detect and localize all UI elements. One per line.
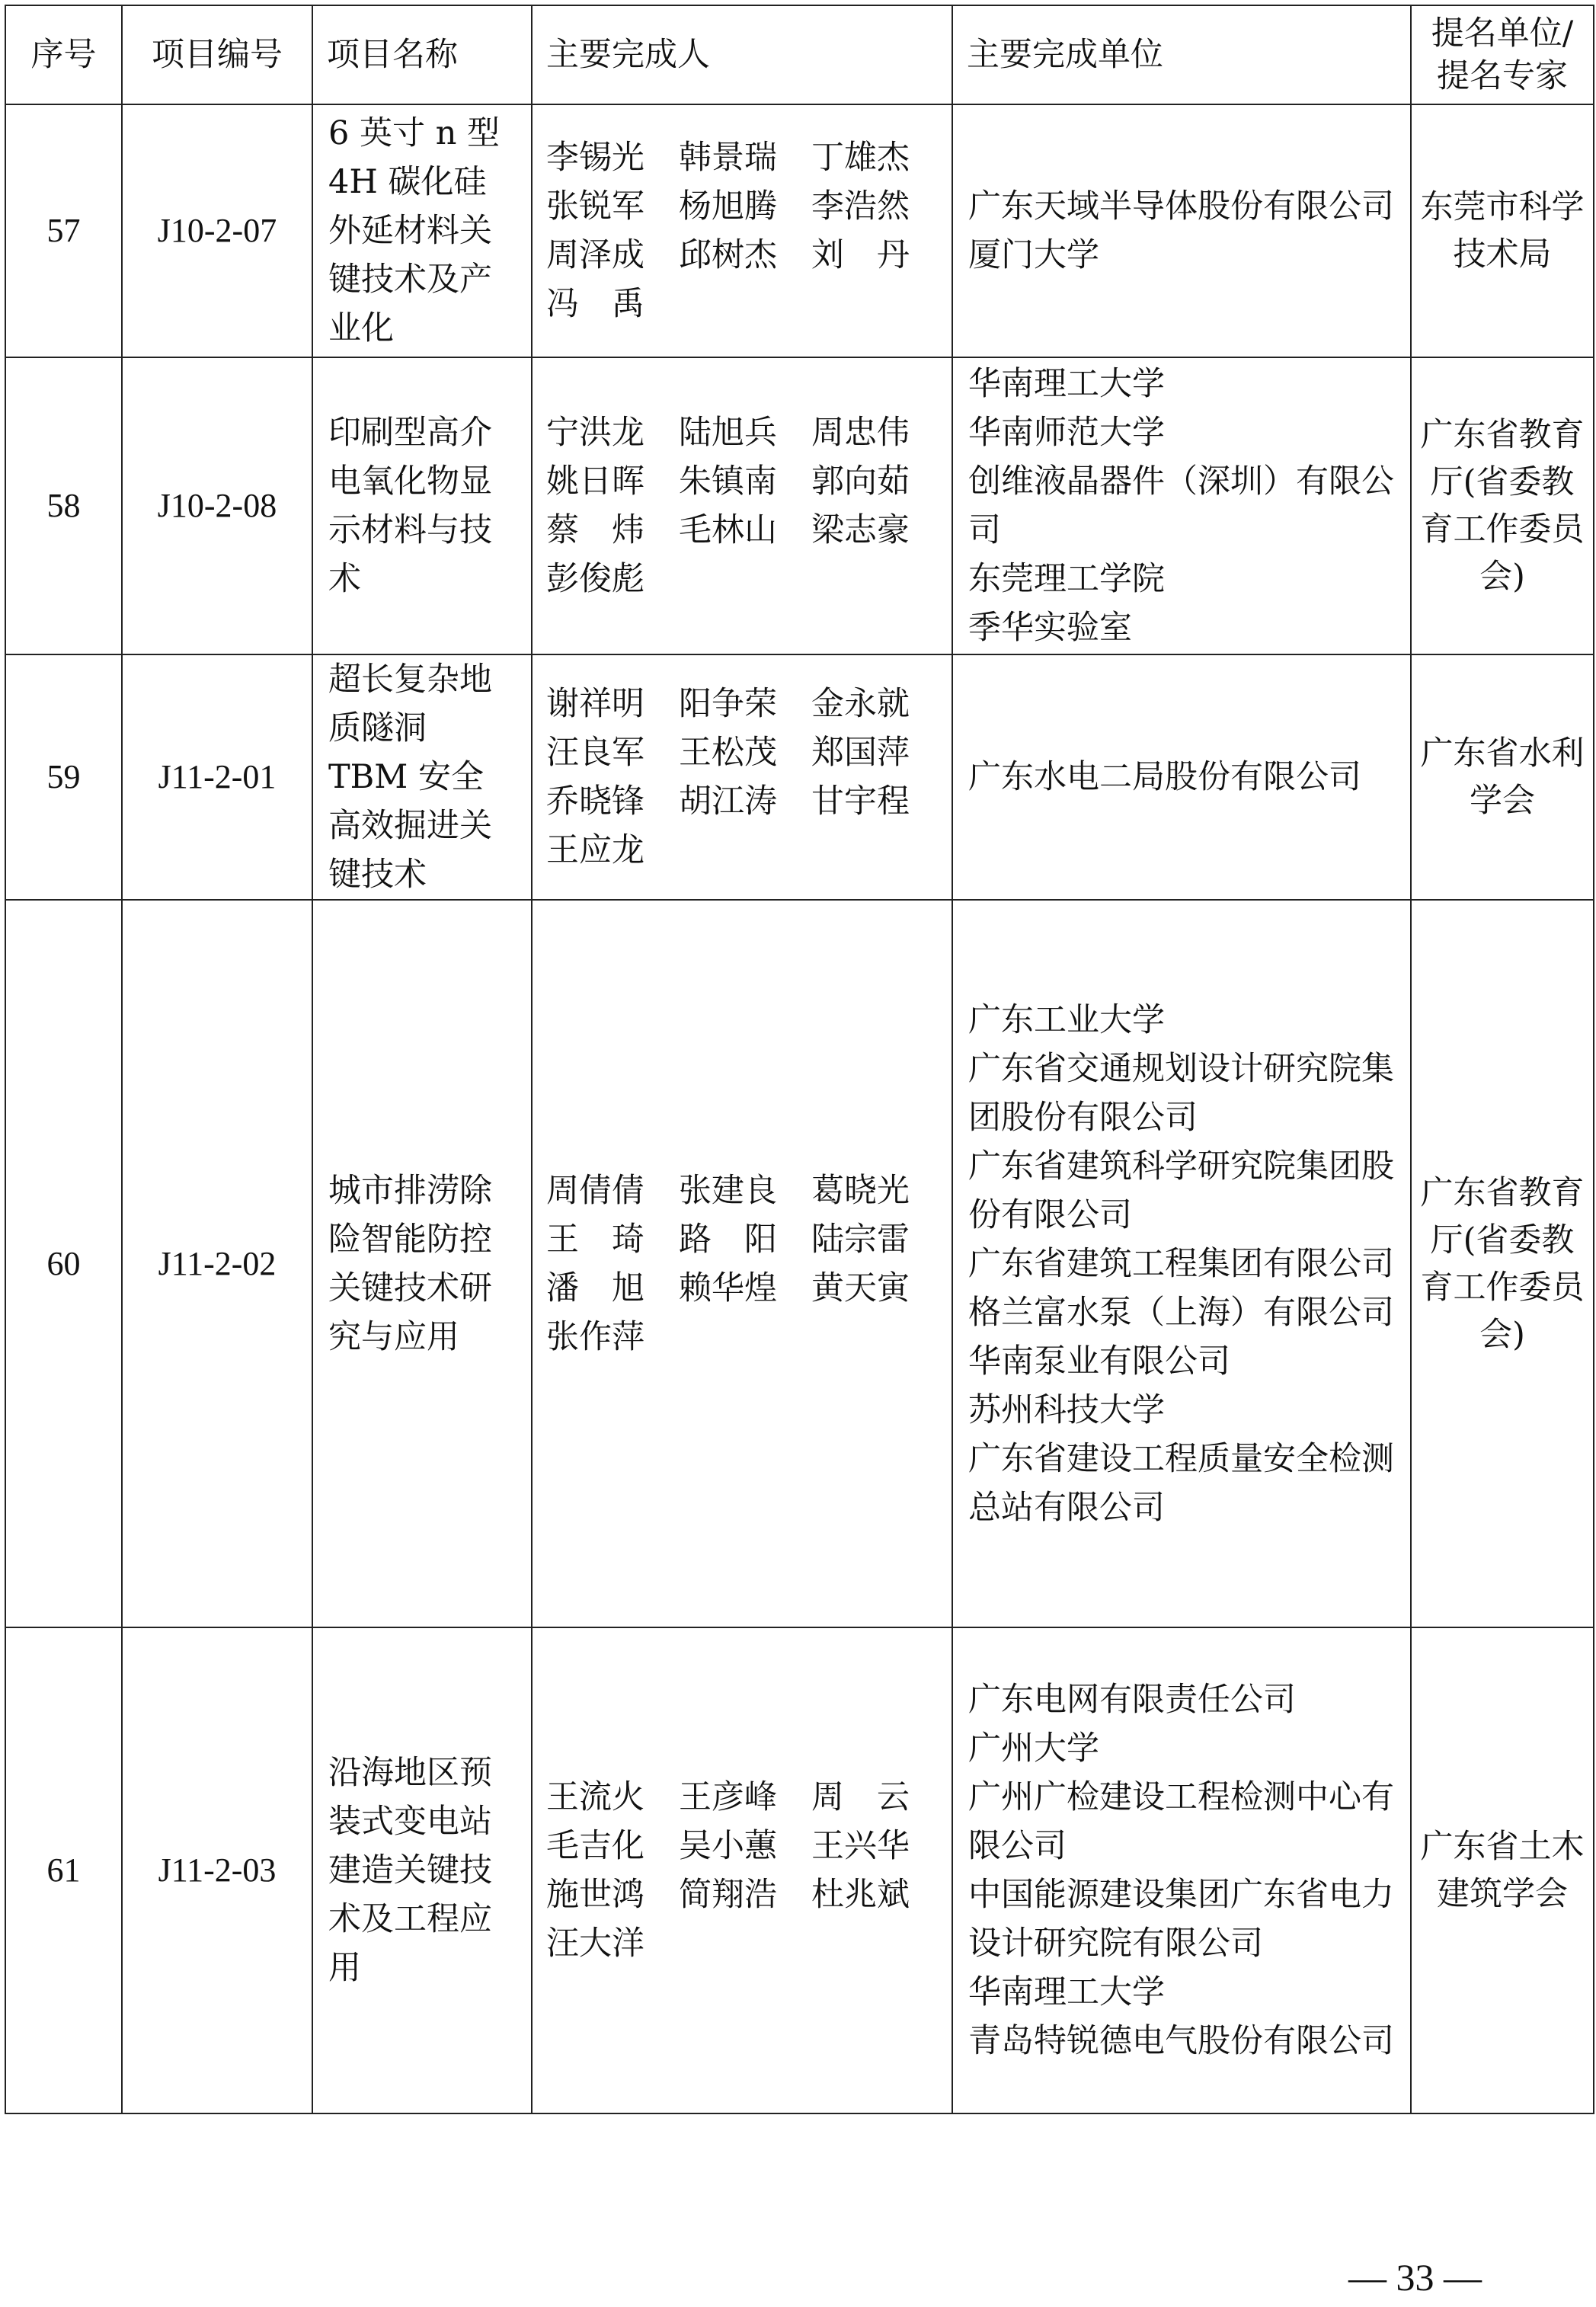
header-nominator-line2: 提名专家 [1437, 57, 1568, 95]
person-name: 李锡光 [546, 139, 644, 177]
person-name: 张作萍 [546, 1317, 644, 1356]
awards-table [5, 5, 1594, 2114]
unit-name: 中国能源建设集团广东省电力设计研究院有限公司 [968, 1876, 1394, 1963]
row-people [532, 104, 952, 357]
person-name: 李浩然 [811, 187, 910, 226]
table-body [5, 104, 1594, 2113]
row-nominator: 广东省水利学会 [1411, 654, 1594, 900]
unit-name: 广东水电二局股份有限公司 [968, 758, 1361, 796]
unit-name: 创维液晶器件（深圳）有限公司 [968, 462, 1394, 549]
person-name: 邱树杰 [679, 236, 777, 274]
person-name: 王 琦 [546, 1220, 644, 1259]
person-name: 汪良军 [546, 734, 644, 772]
person-name: 毛林山 [679, 511, 777, 549]
person-name: 乔晓锋 [546, 782, 644, 821]
row-project-name: 印刷型高介电氧化物显示材料与技术 [312, 357, 532, 654]
person-name: 王松茂 [679, 734, 777, 772]
person-name: 周泽成 [546, 236, 644, 274]
person-name: 阳争荣 [679, 685, 777, 723]
person-name: 蔡 炜 [546, 511, 644, 549]
person-name: 陆旭兵 [679, 414, 777, 452]
unit-name: 东莞理工学院 [968, 560, 1165, 598]
person-name: 王兴华 [811, 1827, 910, 1865]
person-name: 周 云 [811, 1778, 910, 1816]
unit-name: 华南理工大学 [968, 365, 1165, 403]
row-seq: 58 [5, 357, 122, 654]
table-row [5, 654, 1594, 900]
header-people: 主要完成人 [532, 5, 952, 104]
unit-name: 季华实验室 [968, 609, 1132, 647]
header-row [5, 5, 1594, 104]
person-name: 潘 旭 [546, 1269, 644, 1307]
unit-name: 广东省建筑科学研究院集团股份有限公司 [968, 1147, 1394, 1234]
table-row [5, 900, 1594, 1627]
person-name: 谢祥明 [546, 685, 644, 723]
table-row [5, 357, 1594, 654]
row-units [952, 900, 1411, 1627]
table-row [5, 104, 1594, 357]
row-nominator: 广东省土木建筑学会 [1411, 1627, 1594, 2113]
row-seq: 59 [5, 654, 122, 900]
person-name: 赖华煌 [679, 1269, 777, 1307]
person-name: 彭俊彪 [546, 560, 644, 598]
person-name: 张锐军 [546, 187, 644, 226]
units-list [968, 182, 1395, 280]
row-code: J11-2-03 [122, 1627, 312, 2113]
unit-name: 广东省建设工程质量安全检测总站有限公司 [968, 1439, 1394, 1527]
row-nominator: 广东省教育厅(省委教育工作委员会) [1411, 900, 1594, 1627]
header-seq: 序号 [5, 5, 122, 104]
person-name: 胡江涛 [679, 782, 777, 821]
unit-name: 广东省建筑工程集团有限公司 [968, 1244, 1394, 1283]
row-project-name: 城市排涝除险智能防控关键技术研究与应用 [312, 900, 532, 1627]
unit-name: 厦门大学 [968, 236, 1099, 274]
table-row [5, 1627, 1594, 2113]
row-code: J10-2-07 [122, 104, 312, 357]
header-units: 主要完成单位 [952, 5, 1411, 104]
row-people [532, 1627, 952, 2113]
row-seq: 60 [5, 900, 122, 1627]
person-name: 杨旭腾 [679, 187, 777, 226]
units-list [968, 1675, 1395, 2065]
unit-name: 格兰富水泵（上海）有限公司 [968, 1293, 1394, 1332]
person-name: 葛晓光 [811, 1171, 910, 1210]
person-name: 王彦峰 [679, 1778, 777, 1816]
person-name: 郑国萍 [811, 734, 910, 772]
person-name: 杜兆斌 [811, 1876, 910, 1914]
person-name: 刘 丹 [811, 236, 910, 274]
person-name: 金永就 [811, 685, 910, 723]
row-project-name: 沿海地区预装式变电站建造关键技术及工程应用 [312, 1627, 532, 2113]
page-number: — 33 — [1348, 2256, 1482, 2299]
person-name: 周倩倩 [546, 1171, 644, 1210]
header-code: 项目编号 [122, 5, 312, 104]
people-list [546, 133, 938, 328]
unit-name: 青岛特锐德电气股份有限公司 [968, 2022, 1394, 2060]
unit-name: 苏州科技大学 [968, 1390, 1165, 1429]
person-name: 宁洪龙 [546, 414, 644, 452]
row-nominator: 东莞市科学技术局 [1411, 104, 1594, 357]
person-name: 朱镇南 [679, 462, 777, 501]
unit-name: 广东天域半导体股份有限公司 [968, 187, 1394, 226]
row-nominator: 广东省教育厅(省委教育工作委员会) [1411, 357, 1594, 654]
person-name: 王应龙 [546, 831, 644, 869]
people-list [546, 1773, 938, 1968]
header-nominator [1411, 5, 1594, 104]
row-code: J11-2-01 [122, 654, 312, 900]
person-name: 郭向茹 [811, 462, 910, 501]
unit-name: 华南理工大学 [968, 1973, 1165, 2011]
row-units [952, 654, 1411, 900]
row-seq: 61 [5, 1627, 122, 2113]
person-name: 毛吉化 [546, 1827, 644, 1865]
row-units [952, 357, 1411, 654]
row-code: J10-2-08 [122, 357, 312, 654]
person-name: 黄天寅 [811, 1269, 910, 1307]
people-list [546, 408, 938, 603]
row-seq: 57 [5, 104, 122, 357]
person-name: 路 阳 [679, 1220, 777, 1259]
person-name: 韩景瑞 [679, 139, 777, 177]
unit-name: 广州大学 [968, 1729, 1099, 1768]
person-name: 王流火 [546, 1778, 644, 1816]
unit-name: 华南师范大学 [968, 414, 1165, 452]
person-name: 甘宇程 [811, 782, 910, 821]
person-name: 简翔浩 [679, 1876, 777, 1914]
person-name: 施世鸿 [546, 1876, 644, 1914]
row-project-name: 超长复杂地质隧洞 TBM 安全高效掘进关键技术 [312, 654, 532, 900]
row-units [952, 104, 1411, 357]
row-units [952, 1627, 1411, 2113]
unit-name: 广东电网有限责任公司 [968, 1681, 1296, 1719]
person-name: 吴小蕙 [679, 1827, 777, 1865]
person-name: 梁志豪 [811, 511, 910, 549]
person-name: 冯 禹 [546, 285, 644, 323]
person-name: 张建良 [679, 1171, 777, 1210]
units-list [968, 753, 1395, 802]
person-name: 汪大洋 [546, 1925, 644, 1963]
people-list [546, 680, 938, 875]
row-code: J11-2-02 [122, 900, 312, 1627]
units-list [968, 996, 1395, 1532]
row-people [532, 654, 952, 900]
header-nominator-line1: 提名单位/ [1431, 14, 1574, 53]
people-list [546, 1166, 938, 1361]
header-name: 项目名称 [312, 5, 532, 104]
row-people [532, 357, 952, 654]
units-list [968, 360, 1395, 652]
person-name: 丁雄杰 [811, 139, 910, 177]
person-name: 陆宗雷 [811, 1220, 910, 1259]
unit-name: 广东工业大学 [968, 1000, 1165, 1039]
unit-name: 广州广检建设工程检测中心有限公司 [968, 1778, 1394, 1865]
person-name: 姚日晖 [546, 462, 644, 501]
row-people [532, 900, 952, 1627]
unit-name: 广东省交通规划设计研究院集团股份有限公司 [968, 1049, 1394, 1137]
row-project-name: 6 英寸 n 型 4H 碳化硅外延材料关键技术及产业化 [312, 104, 532, 357]
unit-name: 华南泵业有限公司 [968, 1342, 1230, 1381]
person-name: 周忠伟 [811, 414, 910, 452]
